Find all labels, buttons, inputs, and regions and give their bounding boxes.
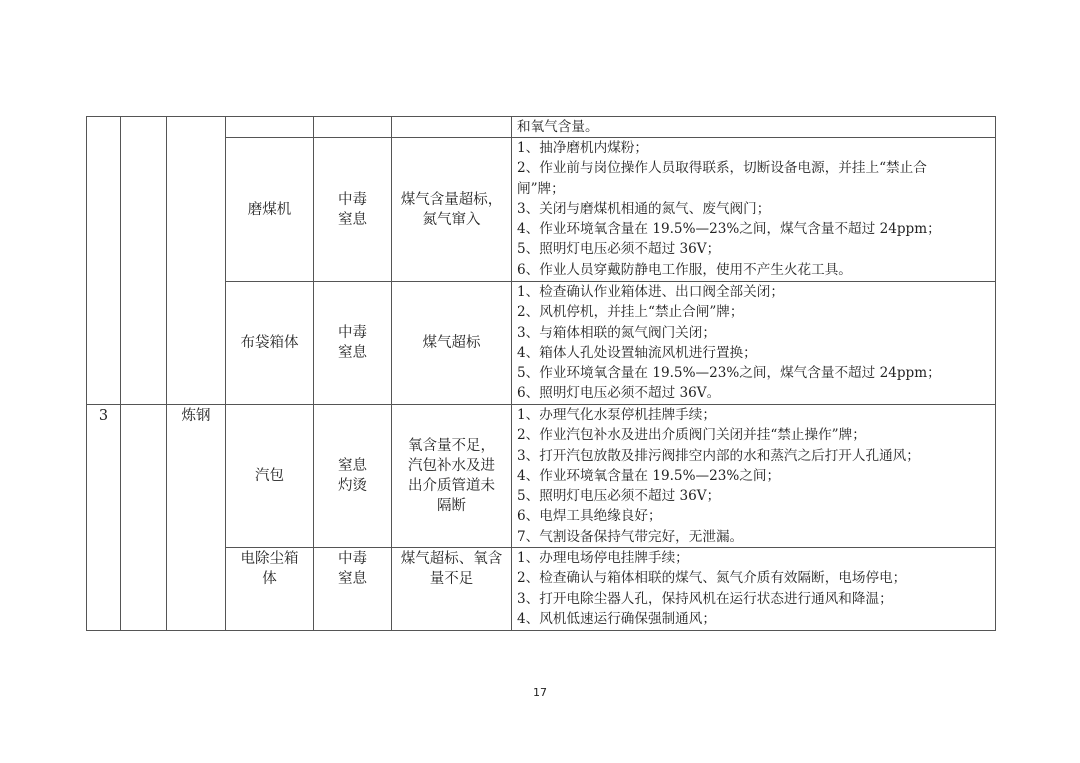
- table-border: [86, 630, 995, 631]
- measures-list: [517, 282, 995, 404]
- measures-list: [517, 548, 995, 629]
- list-item: 3、打开汽包放散及排污阀排空内部的水和蒸汽之后打开人孔通风；: [517, 447, 920, 464]
- list-item: 5、作业环境氧含量在 19.5%—23%之间，煤气含量不超过 24ppm；: [517, 365, 941, 382]
- list-item: 4、风机低速运行确保强制通风；: [517, 610, 716, 627]
- list-item: 1、抽净磨机内煤粉；: [517, 140, 648, 156]
- list-item: 5、照明灯电压必须不超过 36V；: [517, 488, 721, 505]
- list-item: 2、检查确认与箱体相联的煤气、氮气介质有效隔断，电场停电；: [517, 570, 907, 587]
- list-item: 6、电焊工具绝缘良好；: [517, 508, 662, 525]
- list-item: 2、作业前与岗位操作人员取得联系，切断设备电源，并挂上“禁止合: [517, 160, 927, 177]
- cause-cell: 煤气超标、氧含 量不足: [400, 551, 503, 587]
- list-item: 6、照明灯电压必须不超过 36V。: [517, 385, 721, 402]
- location-cell: 磨煤机: [247, 201, 292, 218]
- list-item: 2、风机停机，并挂上“禁止合闸”牌；: [517, 304, 744, 321]
- table-border: [511, 116, 512, 631]
- location-cell: 汽包: [255, 468, 284, 484]
- measures-list: [517, 405, 995, 547]
- sequence-number: 3: [98, 408, 109, 424]
- process-cell: [167, 406, 225, 426]
- page-number: 17: [533, 686, 547, 699]
- process-name: 炼钢: [181, 408, 211, 424]
- list-item: 7、气割设备保持气带完好，无泄漏。: [517, 528, 744, 545]
- list-item: 4、作业环境氧含量在 19.5%—23%之间；: [517, 467, 781, 484]
- hazard-cell: 中毒 窒息: [338, 551, 367, 587]
- list-item: 5、照明灯电压必须不超过 36V；: [517, 241, 721, 258]
- measures-list: [517, 138, 995, 280]
- list-item: 闸”牌；: [517, 180, 565, 197]
- list-item: 3、关闭与磨煤机相通的氮气、废气阀门；: [517, 200, 771, 217]
- hazard-cell: 窒息 灼烫: [338, 458, 367, 494]
- table-border: [995, 116, 996, 631]
- list-item: 3、打开电除尘器人孔，保持风机在运行状态进行通风和降温；: [517, 590, 893, 607]
- cause-cell: 煤气含量超标， 氮气窜入: [400, 191, 503, 228]
- list-item: 1、办理电场停电挂牌手续；: [517, 550, 689, 566]
- cause-cell: 煤气超标: [422, 335, 481, 351]
- location-cell: 布袋箱体: [240, 335, 299, 351]
- measures-continuation: 和氧气含量。: [517, 119, 599, 135]
- list-item: 3、与箱体相联的氮气阀门关闭；: [517, 324, 716, 341]
- list-item: 1、检查确认作业箱体进、出口阀全部关闭；: [517, 284, 784, 300]
- list-item: 2、作业汽包补水及进出介质阀门关闭并挂“禁止操作”牌；: [517, 427, 866, 444]
- location-cell: 电除尘箱 体: [240, 551, 299, 587]
- hazard-cell: 中毒 窒息: [338, 191, 367, 228]
- list-item: 4、箱体人孔处设置轴流风机进行置换；: [517, 344, 757, 361]
- list-item: 1、办理气化水泵停机挂牌手续；: [517, 407, 716, 423]
- table-border: [166, 116, 167, 631]
- cause-cell: 氧含量不足， 汽包补水及进 出介质管道未 隔断: [408, 438, 495, 514]
- list-item: 6、作业人员穿戴防静电工作服，使用不产生火花工具。: [517, 261, 852, 278]
- list-item: 4、作业环境氧含量在 19.5%—23%之间，煤气含量不超过 24ppm；: [517, 221, 941, 238]
- hazard-cell: 中毒 窒息: [338, 325, 367, 361]
- table-border: [86, 116, 87, 631]
- table-border: [120, 116, 121, 631]
- sequence-number-cell: [87, 406, 120, 426]
